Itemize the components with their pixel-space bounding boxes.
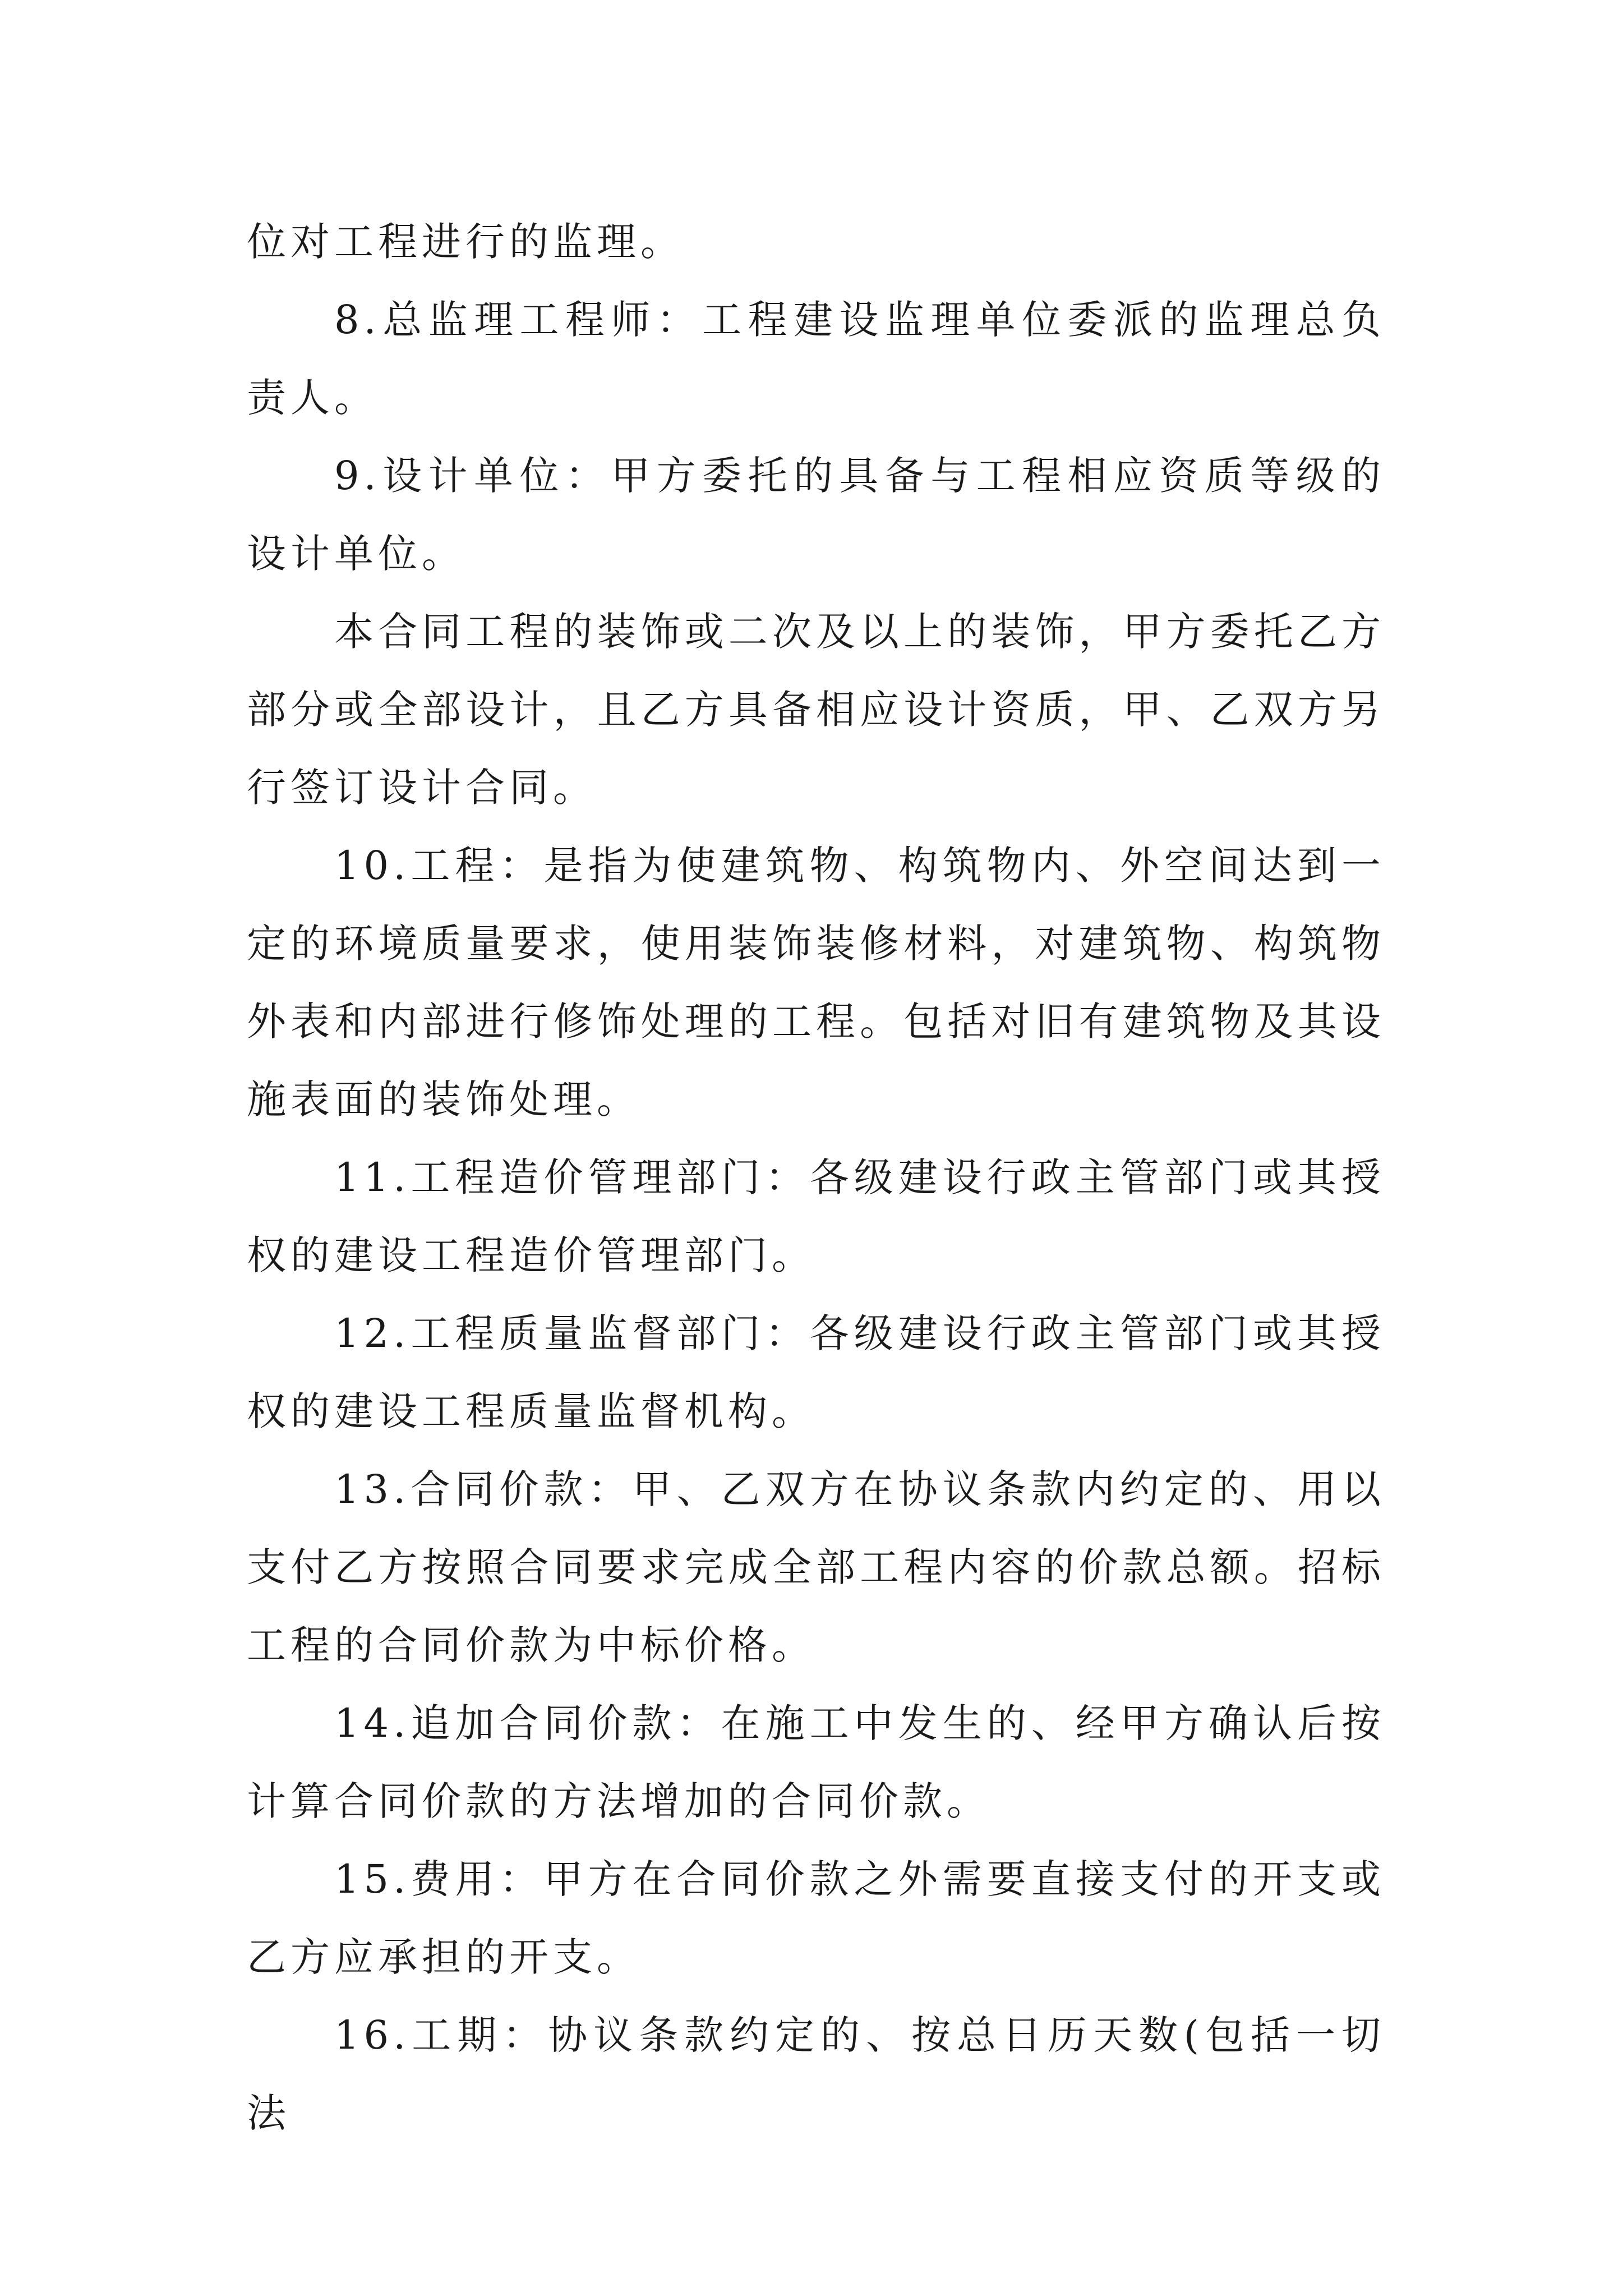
paragraph-item-8: 8.总监理工程师：工程建设监理单位委派的监理总负责人。 (247, 297, 1385, 421)
paragraph-item-9: 9.设计单位：甲方委托的具备与工程相应资质等级的设计单位。 (247, 453, 1385, 577)
paragraph-item-12: 12.工程质量监督部门：各级建设行政主管部门或其授权的建设工程质量监督机构。 (247, 1310, 1385, 1434)
paragraph-item-14: 14.追加合同价款：在施工中发生的、经甲方确认后按计算合同价款的方法增加的合同价款。 (247, 1700, 1385, 1824)
paragraph-item-16: 16.工期：协议条款约定的、按总日历天数(包括一切法 (247, 2012, 1385, 2136)
paragraph-item-13: 13.合同价款：甲、乙双方在协议条款内约定的、用以支付乙方按照合同要求完成全部工程内容的价款总额。招标工程的合同价款为中标价格。 (247, 1466, 1385, 1668)
paragraph-item-15: 15.费用：甲方在合同价款之外需要直接支付的开支或乙方应承担的开支。 (247, 1856, 1385, 1980)
document-body (247, 203, 1385, 2152)
paragraph-design-note: 本合同工程的装饰或二次及以上的装饰，甲方委托乙方部分或全部设计，且乙方具备相应设计资质，甲、乙双方另行签订设计合同。 (247, 609, 1385, 811)
paragraph-item-11: 11.工程造价管理部门：各级建设行政主管部门或其授权的建设工程造价管理部门。 (247, 1154, 1385, 1278)
paragraph-item-10: 10.工程：是指为使建筑物、构筑物内、外空间达到一定的环境质量要求，使用装饰装修材料，对建筑物、构筑物外表和内部进行修饰处理的工程。包括对旧有建筑物及其设施表面的装饰处理。 (247, 843, 1385, 1122)
paragraph-continuation: 位对工程进行的监理。 (247, 219, 684, 265)
